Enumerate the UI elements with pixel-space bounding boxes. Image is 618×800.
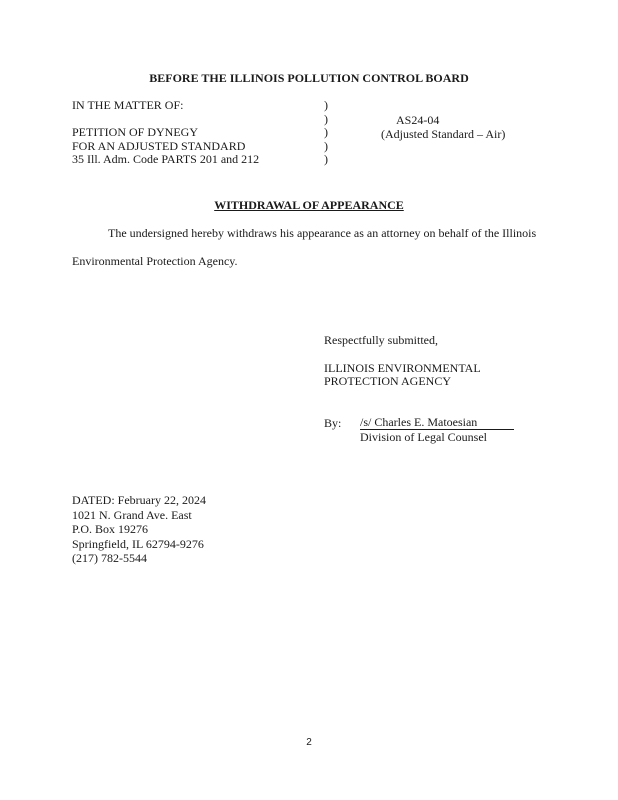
case-type: (Adjusted Standard – Air) — [381, 127, 506, 141]
agency-name-line: PROTECTION AGENCY — [324, 374, 452, 388]
caption-parentheses — [324, 99, 328, 167]
caption-paren: ) — [324, 152, 328, 166]
page-number: 2 — [306, 737, 312, 748]
dated-line: DATED: February 22, 2024 — [72, 493, 206, 507]
phone-line: (217) 782-5544 — [72, 551, 147, 565]
body-text-line: Environmental Protection Agency. — [72, 254, 238, 268]
by-label: By: — [324, 416, 342, 430]
caption-paren: ) — [324, 98, 328, 112]
case-caption — [72, 99, 259, 167]
caption-line: PETITION OF DYNEGY — [72, 125, 198, 139]
closing-text: Respectfully submitted, — [324, 333, 438, 347]
signer-title: Division of Legal Counsel — [360, 430, 487, 444]
signature-line: /s/ Charles E. Matoesian — [360, 416, 514, 430]
dated-address-block — [72, 493, 206, 566]
address-line: Springfield, IL 62794-9276 — [72, 536, 204, 551]
agency-name-line: ILLINOIS ENVIRONMENTAL — [324, 361, 481, 375]
address-line: P.O. Box 19276 — [72, 522, 149, 536]
body-text-line: The undersigned hereby withdraws his appearance as an attorney on behalf of the Illinois — [108, 226, 537, 240]
caption-paren: ) — [324, 125, 328, 139]
address-line: 1021 N. Grand Ave. East — [72, 507, 192, 522]
document-title: WITHDRAWAL OF APPEARANCE — [214, 198, 404, 212]
caption-line: 35 Ill. Adm. Code PARTS 201 and 212 — [72, 152, 260, 166]
caption-paren: ) — [324, 111, 328, 126]
caption-paren: ) — [324, 138, 328, 153]
caption-line — [72, 113, 259, 127]
caption-line: FOR AN ADJUSTED STANDARD — [72, 138, 246, 153]
caption-line: IN THE MATTER OF: — [72, 98, 184, 112]
case-number: AS24-04 — [396, 113, 440, 127]
board-title: BEFORE THE ILLINOIS POLLUTION CONTROL BOARD — [149, 71, 469, 85]
